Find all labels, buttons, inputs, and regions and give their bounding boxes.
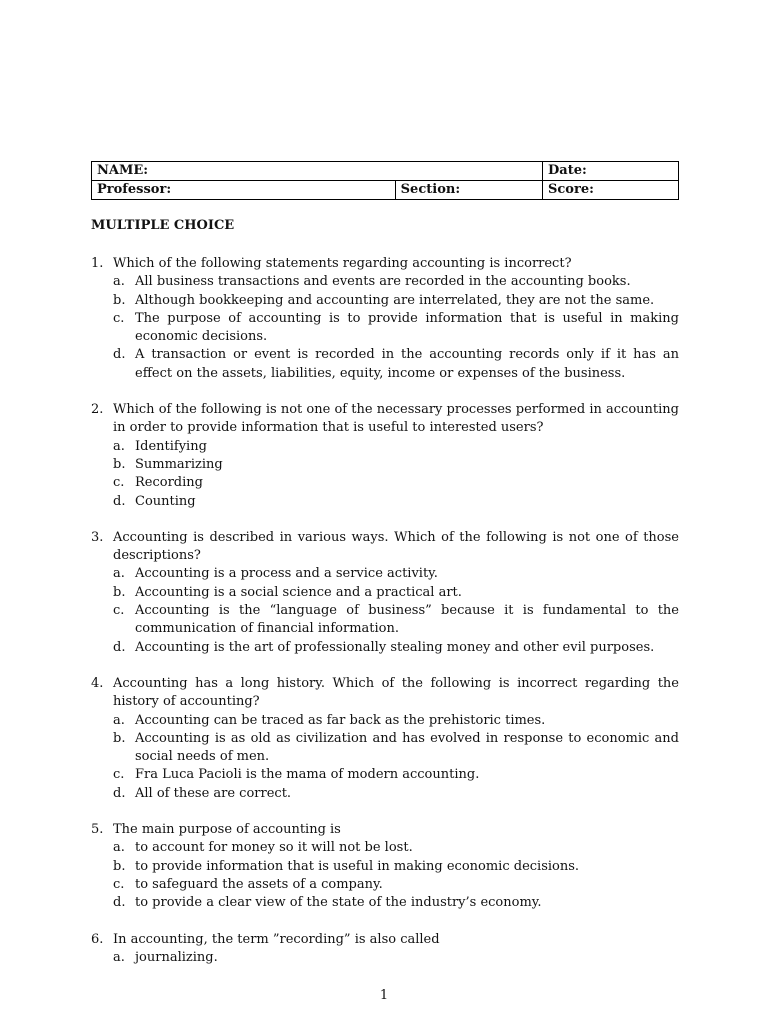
option-letter: a.: [113, 566, 125, 582]
option-d[interactable]: [91, 894, 679, 912]
option-c[interactable]: [91, 876, 679, 894]
professor-field[interactable]: [92, 181, 396, 200]
student-info-table: [91, 161, 679, 200]
option-letter: c.: [113, 767, 125, 783]
question-3: [91, 529, 679, 657]
option-letter: c.: [113, 310, 125, 326]
section-field[interactable]: [395, 181, 542, 200]
option-b[interactable]: [91, 730, 679, 767]
question-number: 6.: [91, 931, 104, 947]
option-text: Accounting is a process and a service activity.: [135, 566, 438, 582]
option-text: Summarizing: [135, 456, 223, 472]
name-field[interactable]: [92, 162, 543, 181]
question-6: [91, 931, 679, 968]
question-text: Which of the following statements regarding accounting is incorrect?: [113, 256, 572, 271]
option-text: All of these are correct.: [135, 785, 292, 801]
option-text: Fra Luca Pacioli is the mama of modern accounting.: [135, 767, 480, 783]
option-a[interactable]: [91, 839, 679, 857]
question-1: [91, 255, 679, 383]
option-text: Identifying: [135, 438, 207, 454]
option-letter: a.: [113, 438, 125, 454]
option-letter: a.: [113, 274, 125, 290]
section-title: MULTIPLE CHOICE: [91, 218, 235, 233]
option-letter: d.: [113, 493, 126, 509]
question-text: In accounting, the term ”recording” is also called: [113, 931, 440, 947]
option-text: to safeguard the assets of a company.: [135, 876, 383, 892]
option-text: Accounting can be traced as far back as the prehistoric times.: [135, 712, 546, 728]
option-text: Accounting is as old as civilization and has evolved in response to economic and social needs of men.: [135, 730, 679, 765]
date-label: Date:: [548, 163, 587, 178]
option-b[interactable]: [91, 456, 679, 474]
date-field[interactable]: [543, 162, 679, 181]
option-letter: b.: [113, 730, 126, 746]
option-letter: b.: [113, 858, 126, 874]
question-2: [91, 401, 679, 511]
option-letter: a.: [113, 949, 125, 965]
option-letter: b.: [113, 292, 126, 308]
option-text: Counting: [135, 493, 196, 509]
option-a[interactable]: [91, 565, 679, 583]
option-text: Accounting is the art of professionally stealing money and other evil purposes.: [135, 639, 655, 655]
professor-label: Professor:: [97, 182, 172, 197]
option-a[interactable]: [91, 273, 679, 291]
option-letter: b.: [113, 584, 126, 600]
score-field[interactable]: [543, 181, 679, 200]
option-d[interactable]: [91, 346, 679, 383]
option-c[interactable]: [91, 766, 679, 784]
section-label: Section:: [400, 182, 461, 197]
question-4: [91, 675, 679, 803]
option-letter: d.: [113, 785, 126, 801]
option-text: to provide information that is useful in making economic decisions.: [135, 858, 580, 874]
option-text: Accounting is the “language of business” because it is fundamental to the communication of financial information.: [135, 603, 679, 637]
option-text: to account for money so it will not be lost.: [135, 840, 413, 856]
question-number: 1.: [91, 256, 104, 271]
option-letter: a.: [113, 712, 125, 728]
question-number: 3.: [91, 529, 104, 545]
option-letter: d.: [113, 895, 126, 911]
question-text: Accounting is described in various ways. Which of the following is not one of those descriptions?: [113, 529, 679, 564]
option-b[interactable]: [91, 858, 679, 876]
option-text: The purpose of accounting is to provide information that is useful in making economic decisions.: [135, 310, 679, 345]
option-letter: d.: [113, 639, 126, 655]
score-label: Score:: [548, 182, 594, 197]
question-number: 4.: [91, 675, 104, 691]
option-letter: c.: [113, 603, 125, 619]
option-a[interactable]: [91, 949, 679, 967]
question-text: Which of the following is not one of the necessary processes performed in accounting in order to provide information that is useful to interested users?: [113, 402, 679, 436]
option-text: All business transactions and events are recorded in the accounting books.: [135, 274, 631, 290]
option-text: to provide a clear view of the state of the industry’s economy.: [135, 895, 542, 911]
question-number: 2.: [91, 402, 104, 418]
question-number: 5.: [91, 822, 104, 838]
option-d[interactable]: [91, 639, 679, 657]
option-a[interactable]: [91, 438, 679, 456]
name-label: NAME:: [97, 163, 149, 178]
option-letter: d.: [113, 347, 126, 363]
option-c[interactable]: [91, 310, 679, 347]
option-letter: a.: [113, 840, 125, 856]
question-5: [91, 821, 679, 912]
option-text: Although bookkeeping and accounting are interrelated, they are not the same.: [135, 292, 655, 308]
option-letter: c.: [113, 876, 125, 892]
question-list: [91, 255, 679, 985]
option-letter: c.: [113, 475, 125, 491]
option-letter: b.: [113, 456, 126, 472]
option-d[interactable]: [91, 493, 679, 511]
option-text: Accounting is a social science and a practical art.: [135, 584, 462, 600]
option-c[interactable]: [91, 474, 679, 492]
question-text: The main purpose of accounting is: [113, 822, 341, 838]
option-b[interactable]: [91, 584, 679, 602]
option-text: Recording: [135, 475, 203, 491]
option-a[interactable]: [91, 712, 679, 730]
question-text: Accounting has a long history. Which of the following is incorrect regarding the history of accounting?: [113, 675, 679, 710]
option-c[interactable]: [91, 602, 679, 639]
option-text: journalizing.: [135, 949, 218, 965]
option-d[interactable]: [91, 785, 679, 803]
option-text: A transaction or event is recorded in the accounting records only if it has an effect on the assets, liabilities, equity, income or expenses of the business.: [135, 347, 679, 381]
page-number: 1: [379, 988, 389, 1003]
option-b[interactable]: [91, 292, 679, 310]
